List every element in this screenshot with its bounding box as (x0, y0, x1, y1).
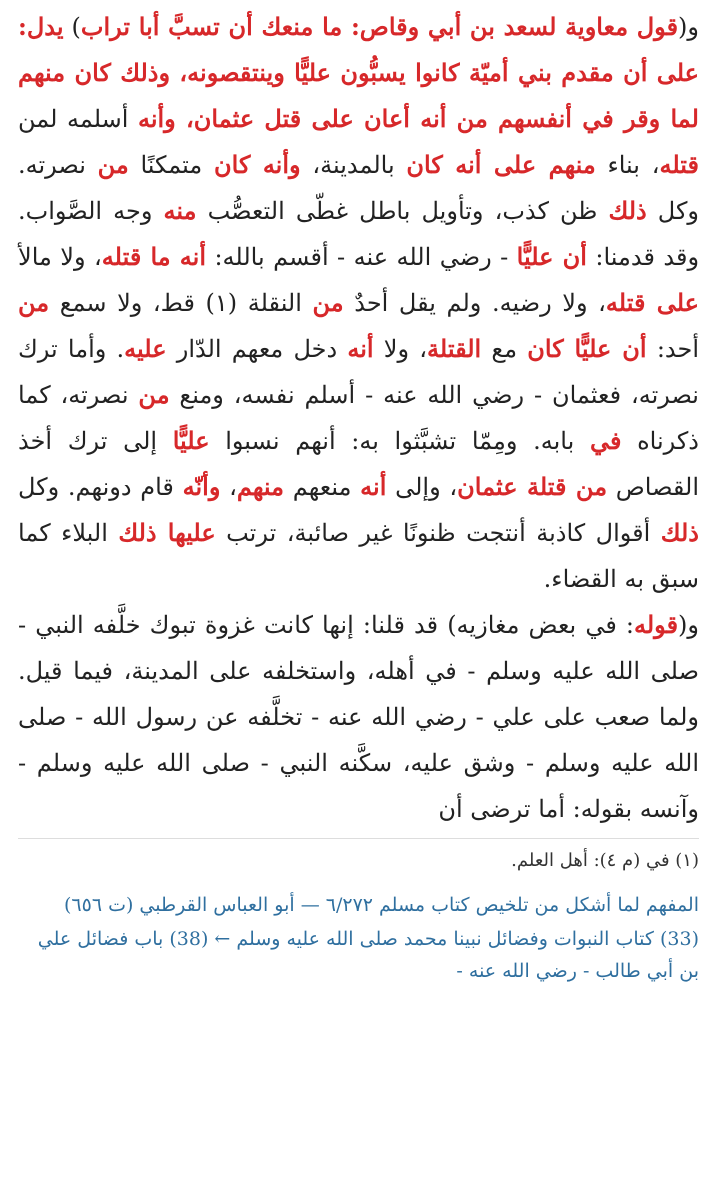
plain-text: نصرته، كما ذكرناه (18, 381, 699, 455)
highlighted-text: عليًّا (172, 426, 210, 455)
highlighted-text: أن عليًّا كان (527, 334, 647, 363)
highlighted-text: أنه (347, 334, 374, 363)
highlighted-text: ذلك (608, 196, 647, 225)
source-links (18, 889, 699, 987)
highlighted-text: عليها ذلك (118, 518, 216, 547)
plain-text: ، ولا مالأ (18, 243, 102, 271)
plain-text: ، ولا رضيه. ولم يقل أحدٌ (343, 289, 606, 317)
paragraph-1 (18, 4, 699, 602)
plain-text: و( (678, 13, 699, 41)
plain-text: ، ولا (373, 335, 428, 363)
highlighted-text: ذلك (660, 518, 699, 547)
highlighted-text: من (312, 288, 344, 317)
highlighted-text: منهم (236, 472, 285, 501)
highlighted-text: قتله (659, 150, 699, 179)
highlighted-text: القتلة (427, 334, 482, 363)
plain-text: نصرته. وكل (18, 151, 699, 225)
plain-text: أحد: (646, 335, 700, 363)
highlighted-text: من (138, 380, 170, 409)
footnote-divider (18, 838, 699, 839)
footnote: (١) في (م ٤): أهل العلم. (511, 850, 699, 871)
plain-text: ) (63, 13, 81, 41)
highlighted-text: قوله (633, 610, 679, 639)
plain-text: أقوال كاذبة أنتجت ظنونًا غير صائبة، ترتب (215, 519, 661, 547)
highlighted-text: في (589, 426, 622, 455)
plain-text: ، (220, 473, 237, 501)
highlighted-text: من (97, 150, 129, 179)
highlighted-text: أن عليًّا (516, 242, 587, 271)
plain-text: - رضي الله عنه - أقسم بالله: (206, 243, 517, 271)
highlighted-text: عليه (124, 334, 167, 363)
plain-text: النقلة (١) قط، ولا سمع (49, 289, 313, 317)
plain-text: و( (678, 611, 699, 639)
plain-text: متمكنًا (128, 151, 214, 179)
highlighted-text: من (18, 288, 50, 317)
highlighted-text: منه (163, 196, 197, 225)
plain-text: قام دونهم. وكل (18, 473, 183, 501)
plain-text: مع (481, 335, 528, 363)
plain-text: . وأما ترك نصرته، فعثمان - رضي الله عنه - أسلم نفسه، ومنع (18, 335, 699, 409)
plain-text: : في بعض مغازيه) قد قلنا: إنها كانت غزوة تبوك خلَّفه النبي - صلى الله عليه وسلم - في أهله، واستخلفه على المدينة، فيما قيل. ولما صعب على علي - رضي الله عنه - تخلَّفه عن رسول الله - صلى الله عليه وسلم - وشق عليه، سكَّنه النبي - صلى الله عليه وسلم - وآنسه بقوله: أما ترضى أن (18, 611, 699, 823)
highlighted-text: من قتلة عثمان (457, 472, 608, 501)
plain-text: إلى ترك أخذ القصاص (18, 427, 700, 501)
highlighted-text: أنه (360, 472, 387, 501)
highlighted-text: يدل: على أن مقدم بني أميّة كانوا يسبُّون عليًّا وينتقصونه، وذلك كان منهم لما وقر في أنفسهم من أنه أعان على قتل عثمان، وأنه (18, 12, 699, 133)
paragraph-2 (18, 602, 699, 832)
highlighted-text: وأنّه (182, 472, 221, 501)
highlighted-text: على قتله (605, 288, 700, 317)
plain-text: وجه الصَّواب. وقد قدمنا: (18, 197, 700, 271)
plain-text: بالمدينة، (300, 151, 407, 179)
highlighted-text: قول معاوية لسعد بن أبي وقاص: ما منعك أن تسبَّ أبا تراب (80, 12, 679, 41)
highlighted-text: أنه ما قتله (101, 242, 207, 271)
highlighted-text: منهم على أنه كان (406, 150, 596, 179)
plain-text: أسلمه لمن (18, 105, 138, 133)
plain-text: منعهم (284, 473, 361, 501)
plain-text: بابه. ومِمّا تشبَّثوا به: أنهم نسبوا (209, 427, 590, 455)
plain-text: ، وإلى (386, 473, 458, 501)
chapter-link[interactable]: (33) كتاب النبوات وفضائل نبينا محمد صلى الله عليه وسلم ← (38) باب فضائل علي بن أبي طالب - رضي الله عنه - (37, 928, 699, 982)
plain-text: ظن كذب، وتأويل باطل غطّى التعصُّب (196, 197, 609, 225)
book-link[interactable]: المفهم لما أشكل من تلخيص كتاب مسلم ٦/٢٧٢ — أبو العباس القرطبي (ت ٦٥٦) (63, 894, 699, 916)
highlighted-text: وأنه كان (214, 150, 301, 179)
plain-text: ، بناء (595, 151, 660, 179)
commentary-text (18, 4, 699, 832)
plain-text: دخل معهم الدّار (166, 335, 348, 363)
plain-text: البلاء كما سبق به القضاء. (18, 519, 699, 593)
